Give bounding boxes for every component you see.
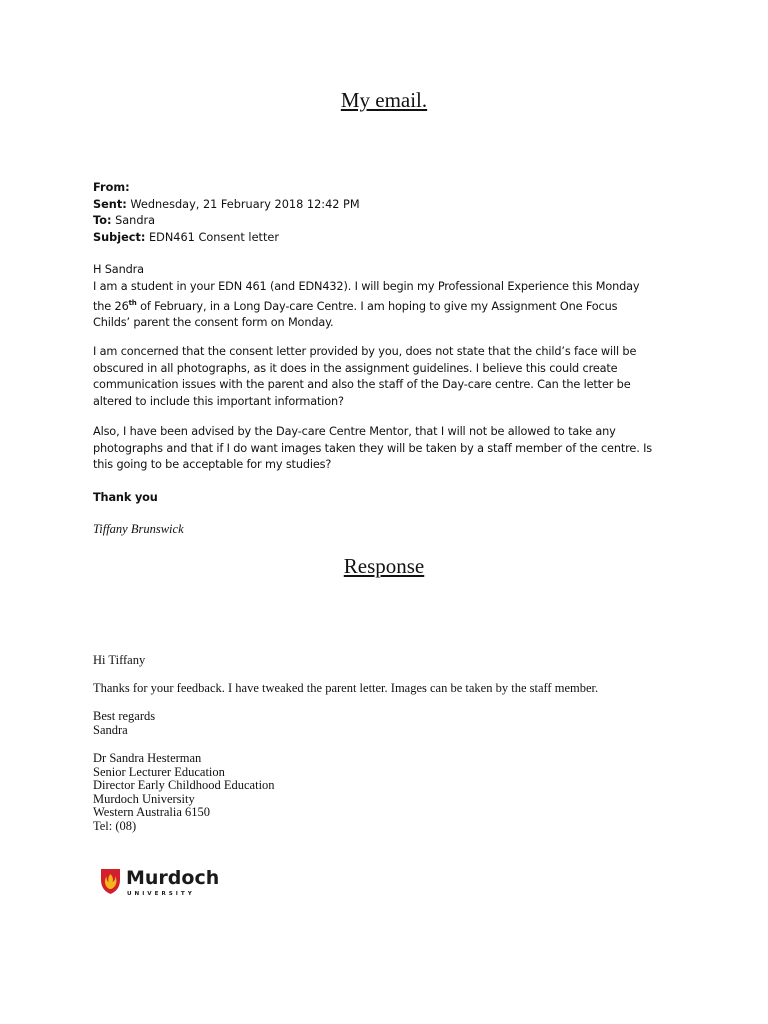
to-value: Sandra [111,214,156,227]
from-line [93,180,360,197]
closing-line: Sandra [93,722,128,737]
email-signature: Tiffany Brunswick [93,522,184,536]
email-greeting: H Sandra [93,263,144,276]
to-line [93,213,360,230]
date-text: the 26 [93,299,129,313]
subject-value: EDN461 Consent letter [145,230,279,244]
paragraph-line: communication issues with the parent and also the staff of the Day-care centre. Can the letter be [93,378,631,391]
response-greeting [93,654,145,668]
signature-line: Western Australia 6150 [93,805,211,820]
email-paragraph-3 [93,424,693,474]
signature-line: Senior Lecturer Education [93,764,225,779]
response-message [93,682,598,696]
paragraph-line: I am concerned that the consent letter provided by you, does not state that the child’s face will be [93,345,637,358]
email-heading: My email. [340,88,428,112]
ordinal-suffix: th [128,299,137,307]
subject-line [93,230,360,247]
paragraph-line: I am a student in your EDN 461 (and EDN432). I will begin my Professional Experience this Monday [93,279,640,293]
murdoch-university-logo [100,866,220,898]
sent-label: Sent: [93,197,127,211]
email-thanks: Thank you [93,491,158,504]
from-label: From: [93,181,130,194]
response-greeting-text: Hi Tiffany [93,653,146,667]
response-message-text: Thanks for your feedback. I have tweaked the parent letter. Images can be taken by the staff member. [93,681,599,695]
signature-line: Tel: (08) [93,818,137,833]
signature-line: Murdoch University [93,791,195,806]
university-shield-icon [100,866,220,898]
paragraph-text: of February, in a Long Day-care Centre. I am hoping to give my Assignment One Focus [136,299,618,313]
sent-line [93,197,360,214]
paragraph-line: Also, I have been advised by the Day-care Centre Mentor, that I will not be allowed to take any [93,425,616,438]
signature-line: Director Early Childhood Education [93,778,275,793]
paragraph-line: this going to be acceptable for my studies? [93,458,332,471]
paragraph-line: obscured in all photographs, as it does in the assignment guidelines. I believe this could create [93,361,618,375]
to-label: To: [93,214,112,227]
paragraph-line: Childs’ parent the consent form on Monday. [93,316,334,330]
response-signature-block [93,752,275,834]
email-paragraph-2 [93,344,693,410]
signature-line: Dr Sandra Hesterman [93,751,202,765]
response-closing [93,710,155,737]
subject-label: Subject: [93,230,146,244]
email-paragraph-1 [93,262,693,332]
email-headers [93,180,360,246]
logo-wordmark: Murdoch [126,867,220,889]
paragraph-line [93,295,693,315]
paragraph-line: photographs and that if I do want images taken they will be taken by a staff member of the centre. Is [93,441,652,455]
closing-line: Best regards [93,709,156,723]
response-heading: Response [343,554,425,578]
paragraph-line: altered to include this important information? [93,394,344,408]
sent-value: Wednesday, 21 February 2018 12:42 PM [126,197,360,211]
logo-subtitle: UNIVERSITY [127,891,195,897]
